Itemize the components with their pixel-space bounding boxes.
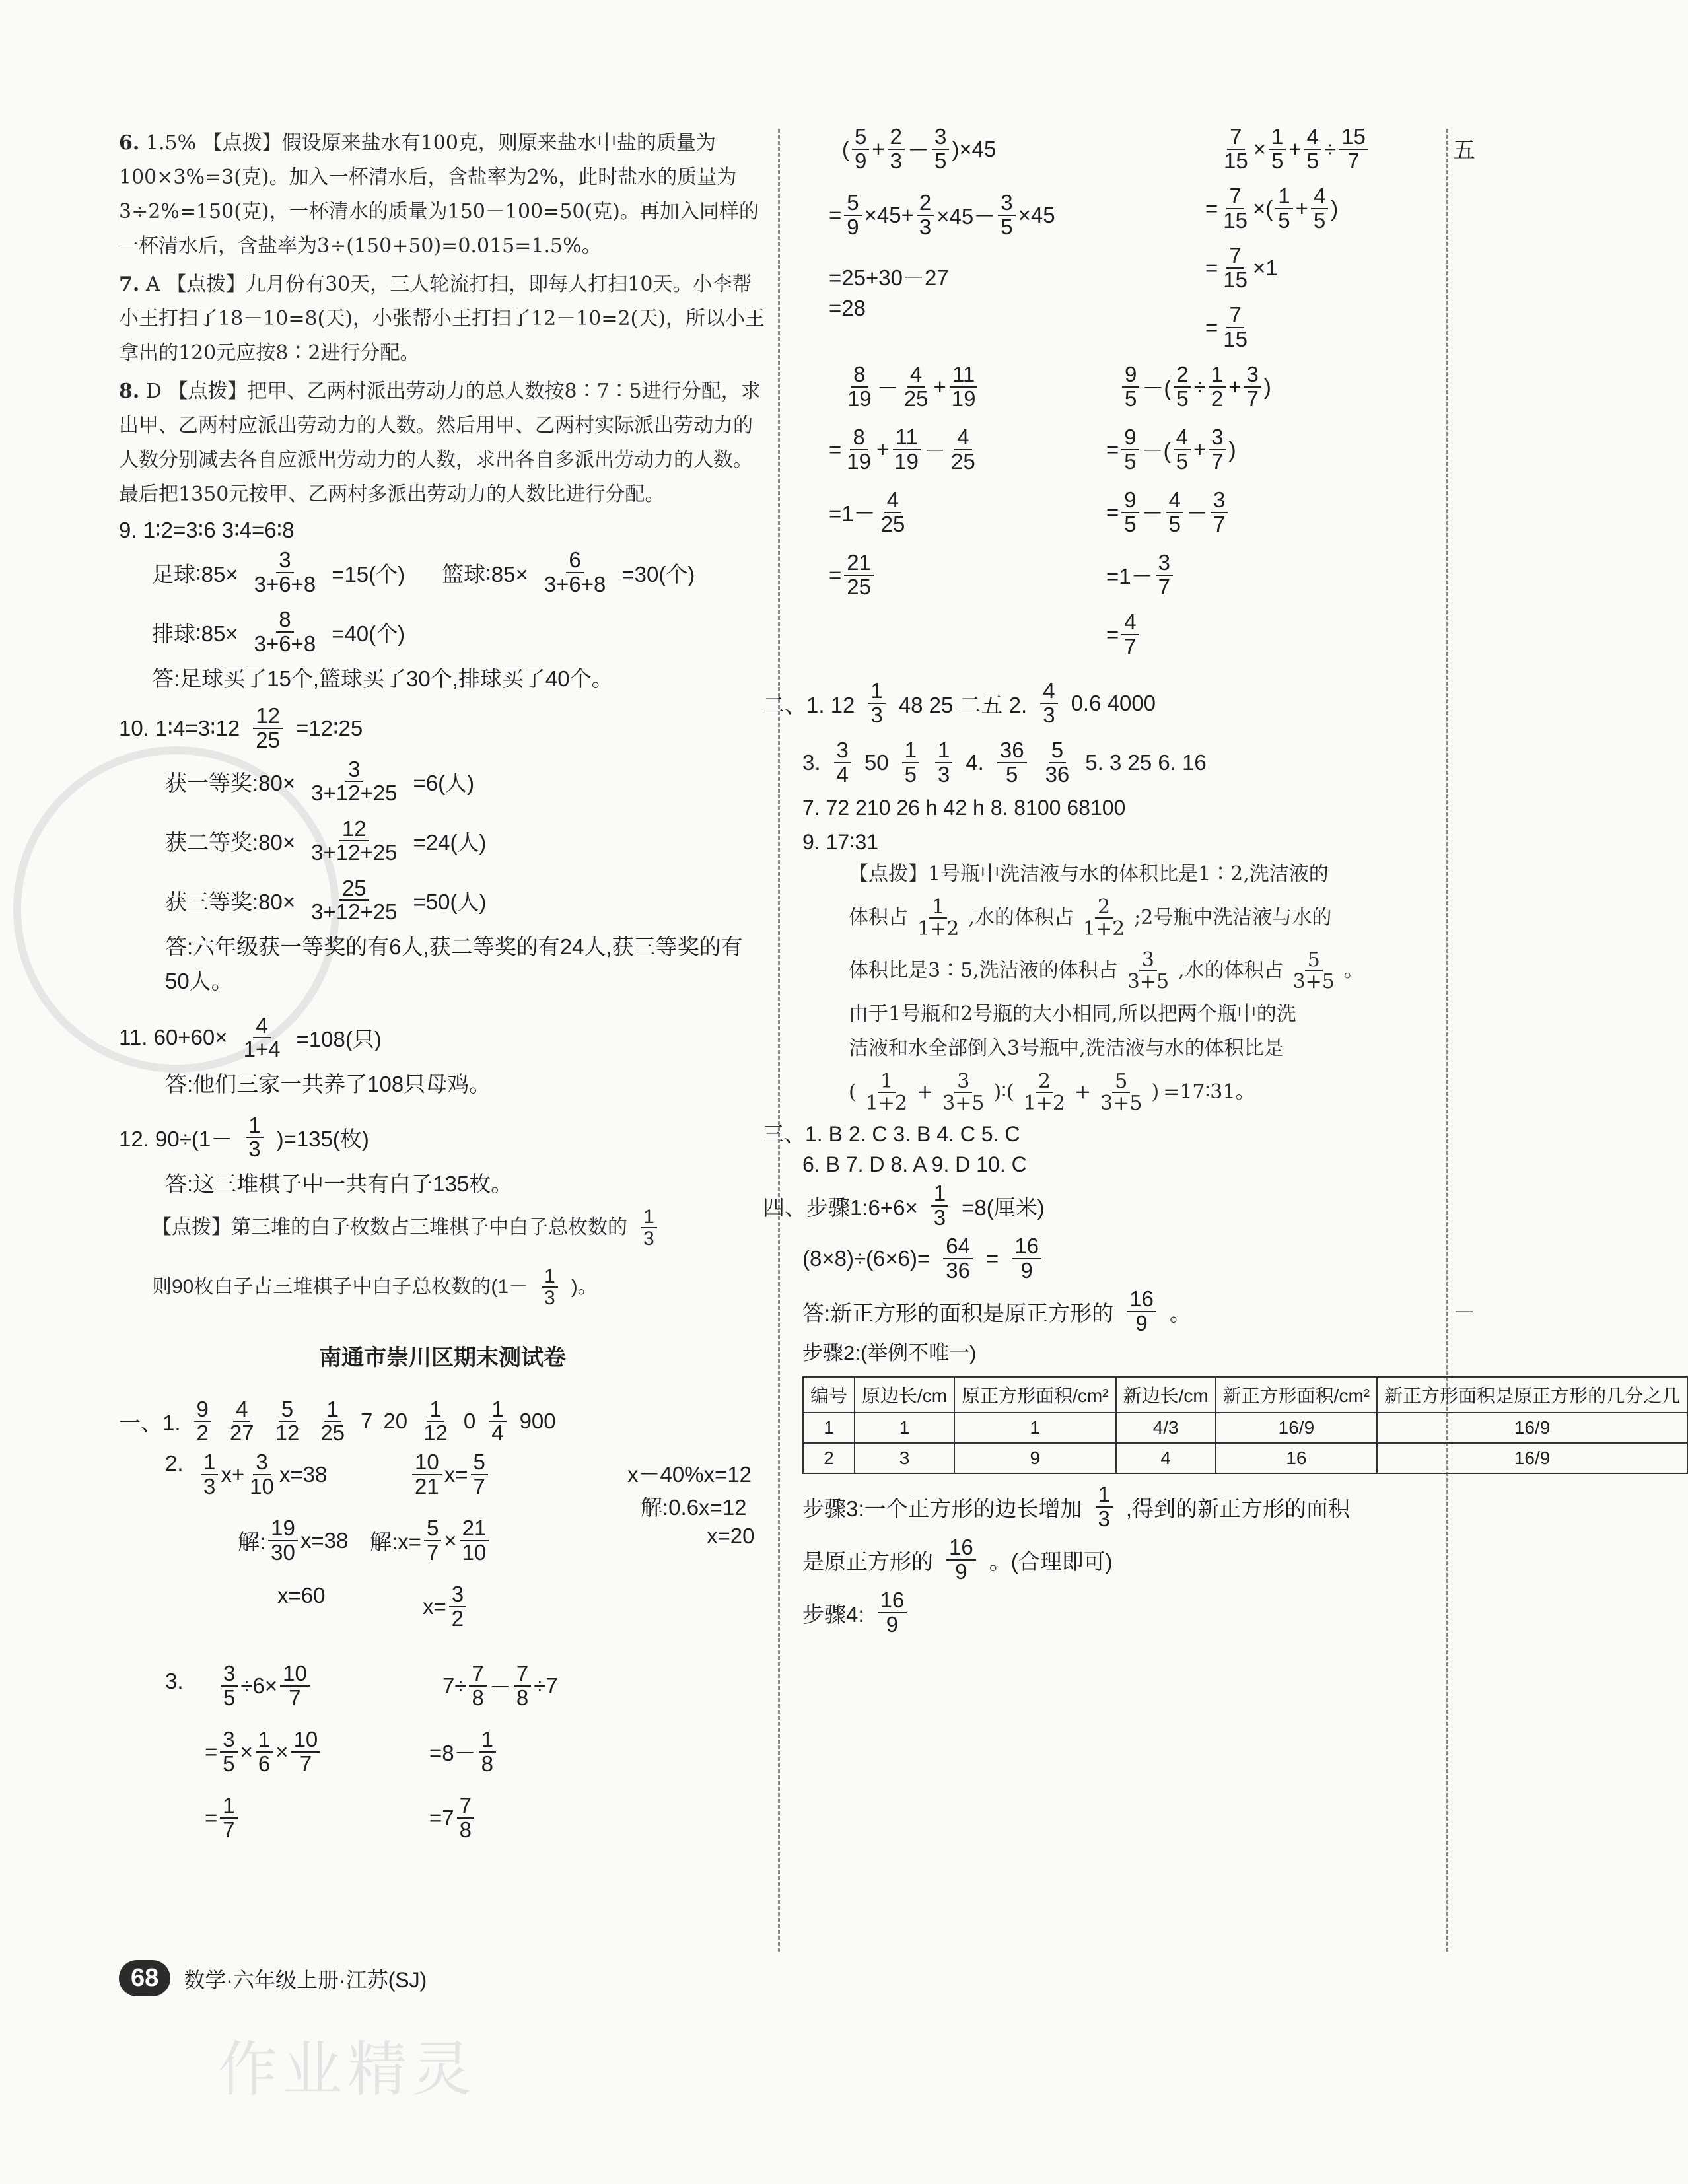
left-column [119,122,766,1860]
question-9: 9. 1∶2=3∶6 3∶4=6∶8 足球∶85× $\frac{3}{3+6+8}$ =15(个) 篮球∶85× $\frac{6}{3+6+8}$ =30(个) 排球∶85× $\frac{8}{3+6+8}$ =40(个) 答:足球买了15个,篮球买了30个,排球买了40个。 [119,518,695,691]
section-4-answer: 答:新正方形的面积是原正方形的 $\frac{16}{9}$ 。 [802,1286,1191,1335]
question-11: 11. 60+60× $\frac{4}{1+4}$ =108(只) 答:他们三家一共养了108只母鸡。 [119,1012,491,1097]
table-header: 编号 [803,1377,855,1413]
section-1-q3: 3. $\frac{3}{5}$ ÷6× $\frac{10}{7}$ = $\frac{3}{5}$ × $\frac{1}{6}$ × $\frac{10}{7}$ = $\frac{1}{7}$ 7÷ $\frac{7}{8}$ － $\frac{7}{8}$ ÷7 =8－ $\frac{1}{8}$ =7 $\frac{7}{8}$ [165,1661,558,1842]
book-info: 数学·六年级上册·江苏(SJ) [184,1967,427,1992]
right-edge-divider [1446,129,1448,1952]
results-table [802,1376,1688,1474]
section-4-step-2: 步骤2:(举例不唯一) [802,1341,977,1364]
table-header-row [803,1377,1687,1413]
edge-char-top: 五 [1453,137,1475,164]
table-header: 新正方形面积是原正方形的几分之几 [1377,1377,1687,1413]
section-2-q9: 9. 17∶31 [802,830,879,854]
question-12: 12. 90÷(1－ $\frac{1}{3}$ )=135(枚) 答:这三堆棋子中一共有白子135枚。 【点拨】第三堆的白子枚数占三堆棋子中白子总枚数的 $\frac{1}{3}$ 则90枚白子占三堆棋子中白子总枚数的(1－ $\frac{1}{3}$ )。 [119,1108,766,1317]
section-4-ratio: (8×8)÷(6×6)= $\frac{64}{36}$ = $\frac{16}{9}$ [802,1232,1436,1285]
section-4-step-3-cont: 是原正方形的 $\frac{16}{9}$ 。(合理即可) [802,1535,1113,1584]
section-4-step-1: 四、步骤1:6+6× $\frac{1}{3}$ =8(厘米) [763,1181,1045,1230]
right-column [763,124,1681,1639]
section-2-q7: 7. 72 210 26 h 42 h 8. 8100 68100 [802,796,1126,820]
table-header: 原正方形面积/cm² [954,1377,1115,1413]
question-7: 7. A 【点拨】九月份有30天，三人轮流打扫，即每人打扫10天。小李帮小王打扫了18－10=8(天)，小张帮小王打扫了12－10=2(天)，所以小王拿出的120元应按8∶2进行分配。 [119,273,765,365]
question-6: 6. 1.5% 【点拨】假设原来盐水有100克，则原来盐水中盐的质量为100×3%=3(克)。加入一杯清水后，含盐率为2%，此时盐水的质量为3÷2%=150(克)，一杯清水的质量为150－100=50(克)。再加入同样的一杯清水后，含盐率为3÷(150+50)=0.015=1.5%。 [119,131,759,258]
table-row: 1 1 1 4/3 16/9 16/9 [803,1413,1687,1443]
section-2-q9-tip: 【点拨】1号瓶中洗洁液与水的体积比是1∶2,洗洁液的 体积占 $\frac{1}{1+2}$ ,水的体积占 $\frac{2}{1+2}$ ;2号瓶中洗洁液与水的 体积比是3∶5,洗洁液的体积占 $\frac{3}{3+5}$ ,水的体积占 $\frac{5}{3+5}$ 。 由于1号瓶和2号瓶的大小相同,所以把两个瓶中的洗 洁液和水全部倒入3号瓶中,洗洁液与水的体积比是 ( $\frac{1}{1+2}$ + $\frac{3}{3+5}$ )∶( $\frac{2}{1+2}$ + $\frac{5}{3+5}$ ) =17∶31。 [849,863,1364,1115]
exam-title: 南通市崇川区期末测试卷 [319,1345,566,1372]
table-row: 2 3 9 4 16 16/9 [803,1443,1687,1473]
table-header: 新边长/cm [1116,1377,1216,1413]
table-header: 原边长/cm [855,1377,954,1413]
section-3-line-1: 三、1. B 2. C 3. B 4. C 5. C [763,1122,1020,1146]
section-4-step-3: 步骤3:一个正方形的边长增加 $\frac{1}{3}$ ,得到的新正方形的面积 [802,1482,1351,1531]
column-divider [778,129,780,1952]
section-3-line-2: 6. B 7. D 8. A 9. D 10. C [802,1152,1027,1176]
section-4-step-4: 步骤4: $\frac{16}{9}$ [802,1586,1436,1639]
table-header: 新正方形面积/cm² [1216,1377,1377,1413]
calc-block-1: ( $\frac{5}{9}$ + $\frac{2}{3}$ － $\frac{3}{5}$ )×45 = $\frac{5}{9}$ ×45+ $\frac{2}{3}$ ×45－ $\frac{3}{5}$ ×45 =25+30－27 =28 $\frac{7}{15}$ × $\frac{1}{5}$ + $\frac{4}{5}$ ÷ $\frac{15}{7}$ = $\frac{7}{15}$ ×( $\frac{1}{5}$ + $\frac{4}{5}$ ) = $\frac{7}{15}$ ×1 = $\frac{7}{15}$ [802,125,1436,350]
question-8: 8. D 【点拨】把甲、乙两村派出劳动力的总人数按8∶7∶5进行分配，求出甲、乙两村应派出劳动力的人数。然后用甲、乙两村实际派出劳动力的人数分别减去各自应派出劳动力的人数，求出各自多派出劳动力的人数。最后把1350元按甲、乙两村多派出劳动力的人数比进行分配。 [119,380,761,506]
section-2-q3: 3. $\frac{3}{4}$ 50 $\frac{1}{5}$ $\frac{1}{3}$ 4. $\frac{36}{5}$ $\frac{5}{36}$ 5. 3 25 6. 16 [802,738,1207,787]
edge-char-mid: － [1453,1300,1475,1326]
page-number: 68 [119,1960,170,1996]
page-footer [119,1960,427,1996]
section-1-q2: 2. $\frac{1}{3}$ x+ $\frac{3}{10}$ x=38 解: $\frac{19}{30}$ x=38 x=60 $\frac{10}{21}$ x= $\frac{5}{7}$ 解:x= $\frac{5}{7}$ × $\frac{21}{10}$ x= $\frac{3}{2}$ x－40%x=12 解:0.6x=12 x=20 [165,1450,755,1631]
question-10: 10. 1∶4=3∶12 $\frac{12}{25}$ =12∶25 获一等奖:80× $\frac{3}{3+12+25}$ =6(人) 获二等奖:80× $\frac{12}{3+12+25}$ =24(人) 获三等奖:80× $\frac{25}{3+12+25}$ =50(人) 答:六年级获一等奖的有6人,获二等奖的有24人,获三等奖的有50人。 [119,703,743,994]
watermark-text: 作业精灵 [218,2035,477,2104]
section-1-q1: 一、1. $\frac{9}{2}$ $\frac{4}{27}$ $\frac{5}{12}$ $\frac{1}{25}$ 7 20 $\frac{1}{12}$ 0 $\frac{1}{4}$ 900 [119,1396,556,1446]
section-2-q1: 二、1. 12 $\frac{1}{3}$ 48 25 二五 2. $\frac{4}{3}$ 0.6 4000 [763,678,1156,727]
calc-block-2: $\frac{8}{19}$ － $\frac{4}{25}$ + $\frac{11}{19}$ = $\frac{8}{19}$ + $\frac{11}{19}$ － $\frac{4}{25}$ =1－ $\frac{4}{25}$ = $\frac{21}{25}$ $\frac{9}{5}$ －( $\frac{2}{5}$ ÷ $\frac{1}{2}$ + $\frac{3}{7}$ ) = $\frac{9}{5}$ －( $\frac{4}{5}$ + $\frac{3}{7}$ ) = $\frac{9}{5}$ － $\frac{4}{5}$ － $\frac{3}{7}$ =1－ $\frac{3}{7}$ = $\frac{4}{7}$ [829,362,1271,658]
